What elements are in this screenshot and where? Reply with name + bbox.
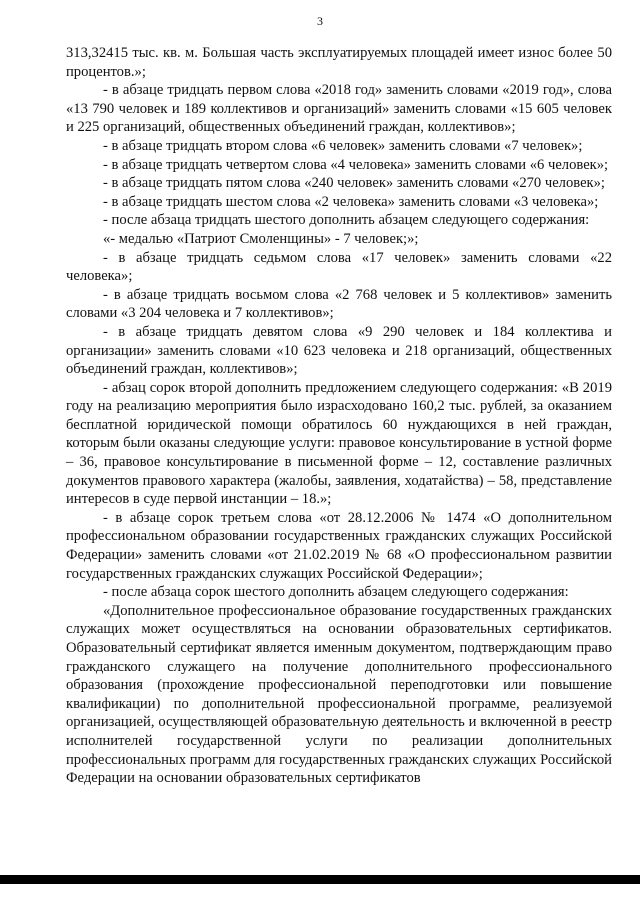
document-body xyxy=(66,44,612,788)
paragraph-inserted-medal: «- медалью «Патриот Смоленщины» - 7 человек;»; xyxy=(103,230,419,247)
paragraph-amendment-35: - в абзаце тридцать пятом слова «240 человек» заменить словами «270 человек»; xyxy=(103,175,605,192)
paragraph-amendment-36: - в абзаце тридцать шестом слова «2 человека» заменить словами «3 человека»; xyxy=(103,193,599,210)
paragraph-insert-after-36: - после абзаца тридцать шестого дополнить абзацем следующего содержания: xyxy=(103,212,590,229)
paragraph-amendment-42: - абзац сорок второй дополнить предложением следующего содержания: «В 2019 году на реализацию мероприятия было израсходовано 160,2 тыс. рублей, за оказанием бесплатной юридической помощи обратилось 60 нуждающихся в ней граждан, которым были оказаны следующие услуги: правовое консультирование в устной форме – 36, правовое консультирование в письменной форме – 12, составление различных документов правового характера (жалобы, заявления, ходатайства) – 58, представление интересов в суде первой инстанции – 18.»; xyxy=(66,379,612,508)
paragraph-amendment-31: - в абзаце тридцать первом слова «2018 год» заменить словами «2019 год», слова «13 790 человек и 189 коллективов и организаций» заменить словами «15 605 человек и 225 организаций, общественных объединений граждан, коллективов»; xyxy=(66,82,612,136)
paragraph-amendment-32: - в абзаце тридцать втором слова «6 человек» заменить словами «7 человек»; xyxy=(103,137,583,154)
paragraph-insert-after-46: - после абзаца сорок шестого дополнить абзацем следующего содержания: xyxy=(103,584,569,601)
page-number: 3 xyxy=(317,14,323,28)
paragraph-inserted-education: «Дополнительное профессиональное образование государственных гражданских служащих может осуществляться на основании образовательных сертификатов. Образовательный сертификат является именным документом, подтверждающим право гражданского служащего на получение дополнительного профессионального образования (прохождение профессиональной переподготовки или повышение квалификации) по дополнительной профессиональной программе, реализуемой организацией, осуществляющей образовательную деятельность и включенной в реестр исполнителей государственной услуги по реализации дополнительных профессиональных программ для государственных гражданских служащих Российской Федерации на основании образовательных сертификатов xyxy=(66,602,612,787)
scan-edge-bar xyxy=(0,875,640,884)
paragraph-amendment-37: - в абзаце тридцать седьмом слова «17 человек» заменить словами «22 человека»; xyxy=(66,249,612,285)
paragraph-amendment-39: - в абзаце тридцать девятом слова «9 290 человек и 184 коллектива и организации» заменить словами «10 623 человека и 218 организаций, общественных объединений граждан, коллективов»; xyxy=(66,323,612,378)
paragraph-amendment-38: - в абзаце тридцать восьмом слова «2 768 человек и 5 коллективов» заменить словами «3 204 человека и 7 коллективов»; xyxy=(66,286,612,322)
paragraph-amendment-34: - в абзаце тридцать четвертом слова «4 человека» заменить словами «6 человек»; xyxy=(103,156,609,173)
paragraph-continuation: 313,32415 тыс. кв. м. Большая часть эксплуатируемых площадей имеет износ более 50 процентов.»; xyxy=(66,45,612,80)
paragraph-amendment-43: - в абзаце сорок третьем слова «от 28.12.2006 № 1474 «О дополнительном профессиональном образовании государственных гражданских служащих Российской Федерации» заменить словами «от 21.02.2019 № 68 «О профессиональном развитии государственных гражданских служащих Российской Федерации»; xyxy=(66,509,612,582)
